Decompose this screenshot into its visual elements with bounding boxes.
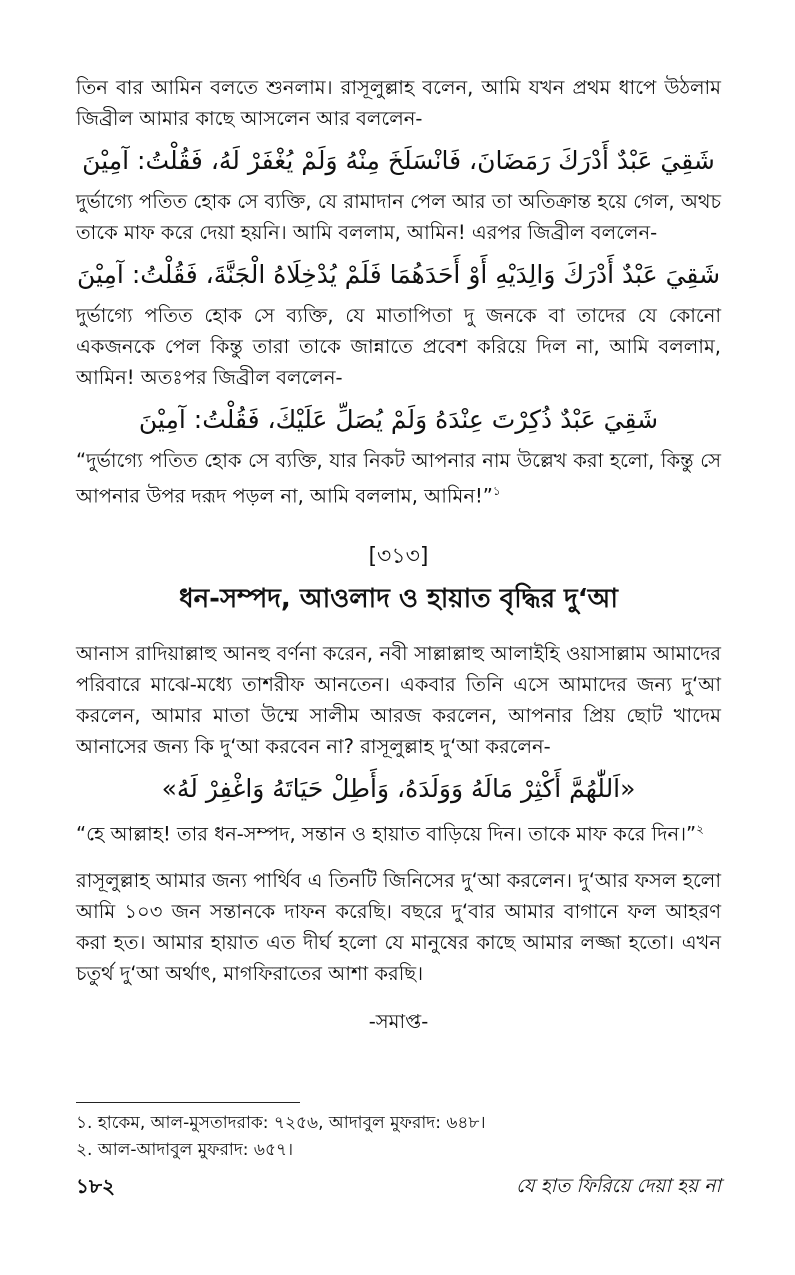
running-title: যে হাত ফিরিয়ে দেয়া হয় না [515, 1175, 721, 1197]
footnote-ref-1: ১ [492, 484, 501, 498]
page-number: ১৮২ [76, 1174, 115, 1198]
footnote-2: ২. আল-আদাবুল মুফরাদ: ৬৫৭। [76, 1140, 294, 1160]
paragraph-dua-translation [76, 814, 721, 850]
chapter-title: ধন-সম্পদ, আওলাদ ও হায়াত বৃদ্ধির দু‘আ [179, 583, 618, 614]
page-footer [76, 1172, 721, 1202]
footnote-1: ১. হাকেম, আল-মুসতাদরাক: ৭২৫৬, আদাবুল মুফরাদ: ৬৪৮। [76, 1113, 486, 1133]
paragraph-parents-translation: দুর্ভাগ্যে পতিত হোক সে ব্যক্তি, যে মাতাপিতা দু জনকে বা তাদের যে কোনো একজনকে পেল কিন্তু তারা তাকে জান্নাতে প্রবেশ করিয়ে দিল না, আমি বললাম, আমিন! অতঃপর জিব্রীল বললেন- [76, 304, 721, 389]
footnote-divider [76, 1102, 300, 1103]
paragraph-durood-translation [76, 445, 721, 512]
end-mark: -সমাপ্ত- [368, 1010, 429, 1033]
arabic-text-ramadan: شَقِيَ عَبْدٌ أَدْرَكَ رَمَضَانَ، فَانْسَلَخَ مِنْهُ وَلَمْ يُغْفَرْ لَهُ، فَقُلْتُ: آمِيْنَ [82, 146, 715, 175]
paragraph-anas-narration: আনাস রাদিয়াল্লাহু আনহু বর্ণনা করেন, নবী সাল্লাল্লাহু আলাইহি ওয়াসাল্লাম আমাদের পরিবারে মাঝে-মধ্যে তাশরীফ আনতেন। একবার তিনি এসে আমাদের জন্য দু‘আ করলেন, আমার মাতা উম্মে সালীম আরজ করলেন, আপনার প্রিয় ছোট খাদেম আনাসের জন্য কি দু‘আ করবেন না? রাসূলুল্লাহ দু‘আ করলেন- [76, 641, 721, 758]
paragraph-intro: তিন বার আমিন বলতে শুনলাম। রাসূলুল্লাহ বলেন, আমি যখন প্রথম ধাপে উঠলাম জিব্রীল আমার কাছে আসলেন আর বললেন- [76, 76, 721, 130]
footnote-ref-2: ২ [696, 821, 704, 836]
hadith-number: [৩১৩] [368, 543, 429, 569]
arabic-text-dua: «اَللّٰهُمَّ أَكْثِرْ مَالَهُ وَوَلَدَهُ، وَأَطِلْ حَيَاتَهُ وَاغْفِرْ لَهُ» [161, 773, 636, 803]
footnotes [76, 1110, 721, 1164]
arabic-text-durood: شَقِيَ عَبْدٌ ذُكِرْتَ عِنْدَهُ وَلَمْ يُصَلِّ عَلَيْكَ، فَقُلْتُ: آمِيْنَ [138, 405, 659, 434]
page-body [76, 72, 721, 1037]
dua-translation-text: “হে আল্লাহ! তার ধন-সম্পদ, সন্তান ও হায়াত বাড়িয়ে দিন। তাকে মাফ করে দিন।” [76, 822, 697, 845]
durood-translation-text: “দুর্ভাগ্যে পতিত হোক সে ব্যক্তি, যার নিকট আপনার নাম উল্লেখ করা হলো, কিন্তু সে আপনার উপর দরূদ পড়ল না, আমি বললাম, আমিন!” [76, 449, 721, 508]
paragraph-conclusion: রাসূলুল্লাহ আমার জন্য পার্থিব এ তিনটি জিনিসের দু‘আ করলেন। দু‘আর ফসল হলো আমি ১০৩ জন সন্তানকে দাফন করেছি। বছরে দু‘বার আমার বাগানে ফল আহরণ করা হত। আমার হায়াত এত দীর্ঘ হলো যে মানুষের কাছে আমার লজ্জা হতো। এখন চতুর্থ দু‘আ অর্থাৎ, মাগফিরাতের আশা করছি। [76, 869, 721, 985]
paragraph-ramadan-translation: দুর্ভাগ্যে পতিত হোক সে ব্যক্তি, যে রামাদান পেল আর তা অতিক্রান্ত হয়ে গেল, অথচ তাকে মাফ করে দেয়া হয়নি। আমি বললাম, আমিন! এরপর জিব্রীল বললেন- [76, 190, 721, 244]
spacer [76, 849, 721, 865]
arabic-text-parents: شَقِيَ عَبْدٌ أَدْرَكَ وَالِدَيْهِ أَوْ أَحَدَهُمَا فَلَمْ يُدْخِلَاهُ الْجَنَّةَ، فَقُلْتُ: آمِيْنَ [76, 260, 721, 289]
